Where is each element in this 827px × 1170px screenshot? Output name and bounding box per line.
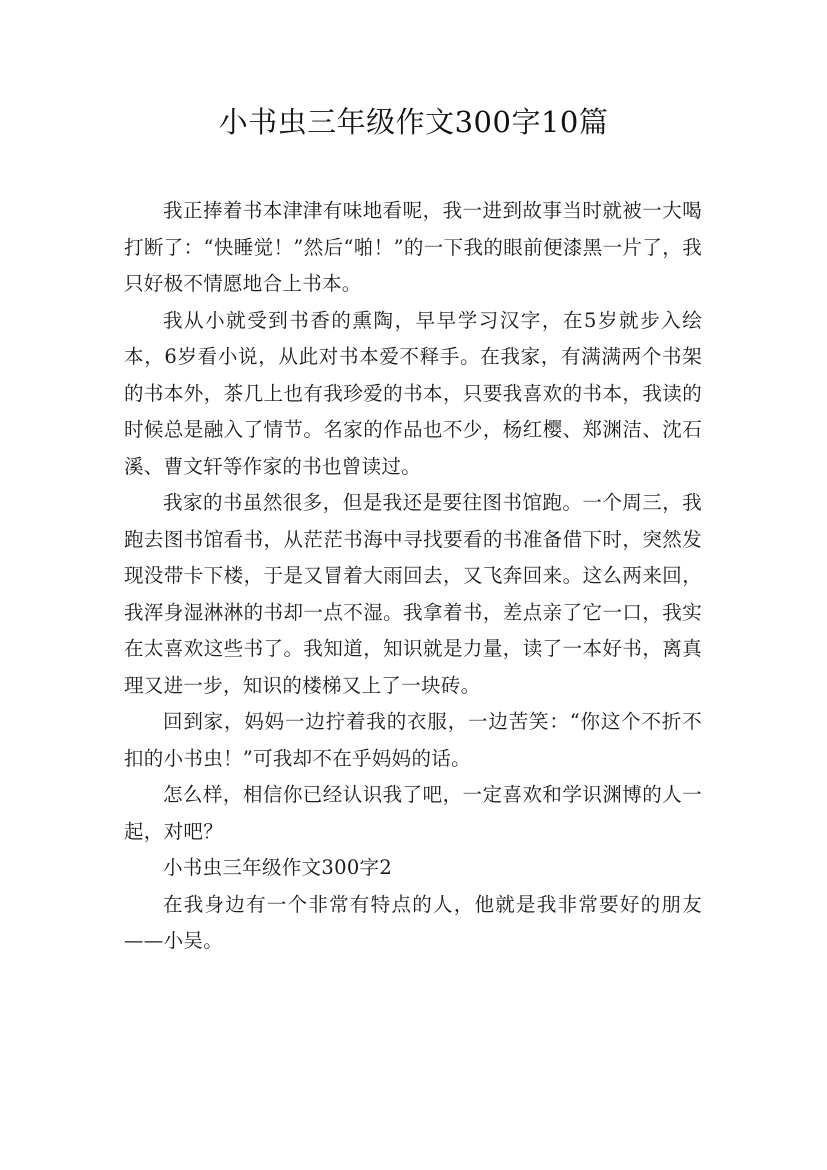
- document-title: 小书虫三年级作文300字10篇: [218, 105, 609, 139]
- paragraph: 在我身边有一个非常有特点的人，他就是我非常要好的朋友——小吴。: [124, 892, 702, 952]
- paragraph: 回到家，妈妈一边拧着我的衣服，一边苦笑：“你这个不折不扣的小书虫！”可我却不在乎妈妈的话。: [124, 710, 702, 770]
- paragraph: 我从小就受到书香的熏陶，早早学习汉字，在5岁就步入绘本，6岁看小说，从此对书本爱不释手。在我家，有满满两个书架的书本外，茶几上也有我珍爱的书本，只要我喜欢的书本，我读的时候总是融入了情节。名家的作品也不少，杨红樱、郑渊洁、沈石溪、曹文轩等作家的书也曾读过。: [124, 308, 702, 478]
- paragraph: 我正捧着书本津津有味地看呢，我一进到故事当时就被一大喝打断了：“快睡觉！”然后“啪！”的一下我的眼前便漆黑一片了，我只好极不情愿地合上书本。: [124, 199, 702, 295]
- paragraph: 我家的书虽然很多，但是我还是要往图书馆跑。一个周三，我跑去图书馆看书，从茫茫书海中寻找要看的书准备借下时，突然发现没带卡下楼，于是又冒着大雨回去，又飞奔回来。这么两来回，我浑身湿淋淋的书却一点不湿。我拿着书，差点亲了它一口，我实在太喜欢这些书了。我知道，知识就是力量，读了一本好书，离真理又进一步，知识的楼梯又上了一块砖。: [124, 491, 702, 697]
- paragraph: 怎么样，相信你已经认识我了吧，一定喜欢和学识渊博的人一起，对吧？: [124, 783, 702, 843]
- section-heading: 小书虫三年级作文300字2: [163, 856, 393, 879]
- document-body: [124, 193, 702, 960]
